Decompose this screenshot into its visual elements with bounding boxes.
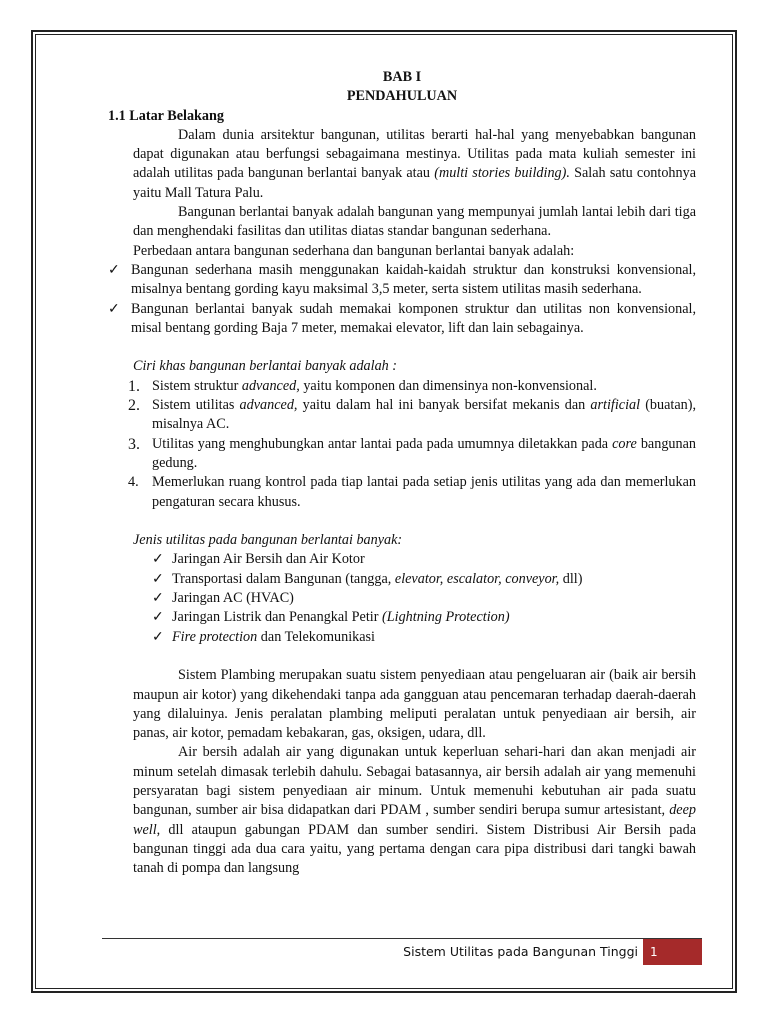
check-icon: ✓ xyxy=(108,300,120,317)
plumbing-paragraph-1: Sistem Plambing merupakan suatu sistem penyediaan atau pengeluaran air (baik air bersih maupun air kotor) yang dikehendaki tanpa ada gangguan atau pencemaran terhadap daerah-daerah yang dilaluinya. Jenis peralatan plambing meliputi peralatan untuk penyediaan air bersih, air panas, air kotor, pemadam kebakaran, gas, oksigen, udara, dll. xyxy=(133,667,696,742)
comparison-item: ✓ Bangunan sederhana masih menggunakan kaidah-kaidah struktur dan konstruksi konvensional, misalnya bentang gording kayu maksimal 3,5 meter, serta sistem utilitas masih sederhana. xyxy=(108,261,696,300)
feature-item: 2. Sistem utilitas advanced, yaitu dalam hal ini banyak bersifat mekanis dan artificial (buatan), misalnya AC. xyxy=(128,397,697,433)
footer-divider xyxy=(102,938,702,939)
footer-title: Sistem Utilitas pada Bangunan Tinggi xyxy=(403,944,638,959)
check-icon: ✓ xyxy=(152,570,164,587)
utility-item: ✓ Jaringan Air Bersih dan Air Kotor xyxy=(108,550,696,569)
check-icon: ✓ xyxy=(152,609,164,626)
feature-item: 4. Memerlukan ruang kontrol pada tiap lantai pada setiap jenis utilitas yang ada dan memerlukan pengaturan secara khusus. xyxy=(128,474,696,510)
section-heading: 1.1 Latar Belakang xyxy=(108,107,225,124)
check-icon: ✓ xyxy=(152,551,164,568)
features-title: Ciri khas bangunan berlantai banyak adalah : xyxy=(133,358,398,375)
check-icon: ✓ xyxy=(152,628,164,645)
utility-item: ✓ Jaringan AC (HVAC) xyxy=(108,589,696,608)
intro-paragraph-1: Dalam dunia arsitektur bangunan, utilitas berarti hal-hal yang menyebabkan bangunan dapat digunakan atau berfungsi sebagaimana mestinya. Utilitas pada mata kuliah semester ini adalah utilitas pada bangunan berlantai banyak atau (multi stories building). Salah satu contohnya yaitu Mall Tatura Palu. xyxy=(133,126,696,201)
check-icon: ✓ xyxy=(152,590,164,607)
utility-item: ✓ Fire protection dan Telekomunikasi xyxy=(108,628,696,647)
comparison-item: ✓ Bangunan berlantai banyak sudah memakai komponen struktur dan utilitas non konvensional, misal bentang gording Baja 7 meter, memakai elevator, lift dan lain sebagainya. xyxy=(108,300,696,339)
check-icon: ✓ xyxy=(108,261,120,278)
document-body xyxy=(108,68,696,878)
page-number: 1 xyxy=(643,939,702,965)
intro-paragraph-2: Bangunan berlantai banyak adalah bangunan yang mempunyai jumlah lantai lebih dari tiga dan menghendaki fasilitas dan utilitas diatas standar bangunan sederhana. xyxy=(133,204,696,240)
utility-item: ✓ Transportasi dalam Bangunan (tangga, elevator, escalator, conveyor, dll) xyxy=(108,570,696,589)
utility-item: ✓ Jaringan Listrik dan Penangkal Petir (Lightning Protection) xyxy=(108,608,696,627)
utilities-title: Jenis utilitas pada bangunan berlantai banyak: xyxy=(133,532,403,549)
plumbing-paragraph-2: Air bersih adalah air yang digunakan untuk keperluan sehari-hari dan akan menjadi air minum setelah dimasak terlebih dahulu. Sebagai batasannya, air bersih adalah air yang memenuhi persyaratan bagi sistem penyediaan air minum. Untuk memenuhi kebutuhan air pada suatu bangunan, sumber air bisa didapatkan dari PDAM , sumber sendiri berupa sumur artesistant, deep well, dll ataupun gabungan PDAM dan sumber sendiri. Sistem Distribusi Air Bersih pada bangunan tinggi ada dua cara yaitu, yang pertama dengan cara pipa distribusi dari tangki bawah tanah di pompa dan langsung xyxy=(133,744,696,877)
feature-item: 1. Sistem struktur advanced, yaitu komponen dan dimensinya non-konvensional. xyxy=(128,377,597,395)
chapter-title: PENDAHULUAN xyxy=(346,88,458,105)
chapter-number: BAB I xyxy=(382,69,422,85)
feature-item: 3. Utilitas yang menghubungkan antar lantai pada pada umumnya diletakkan pada core bangunan gedung. xyxy=(128,435,696,471)
intro-paragraph-3: Perbedaan antara bangunan sederhana dan bangunan berlantai banyak adalah: xyxy=(133,242,575,259)
